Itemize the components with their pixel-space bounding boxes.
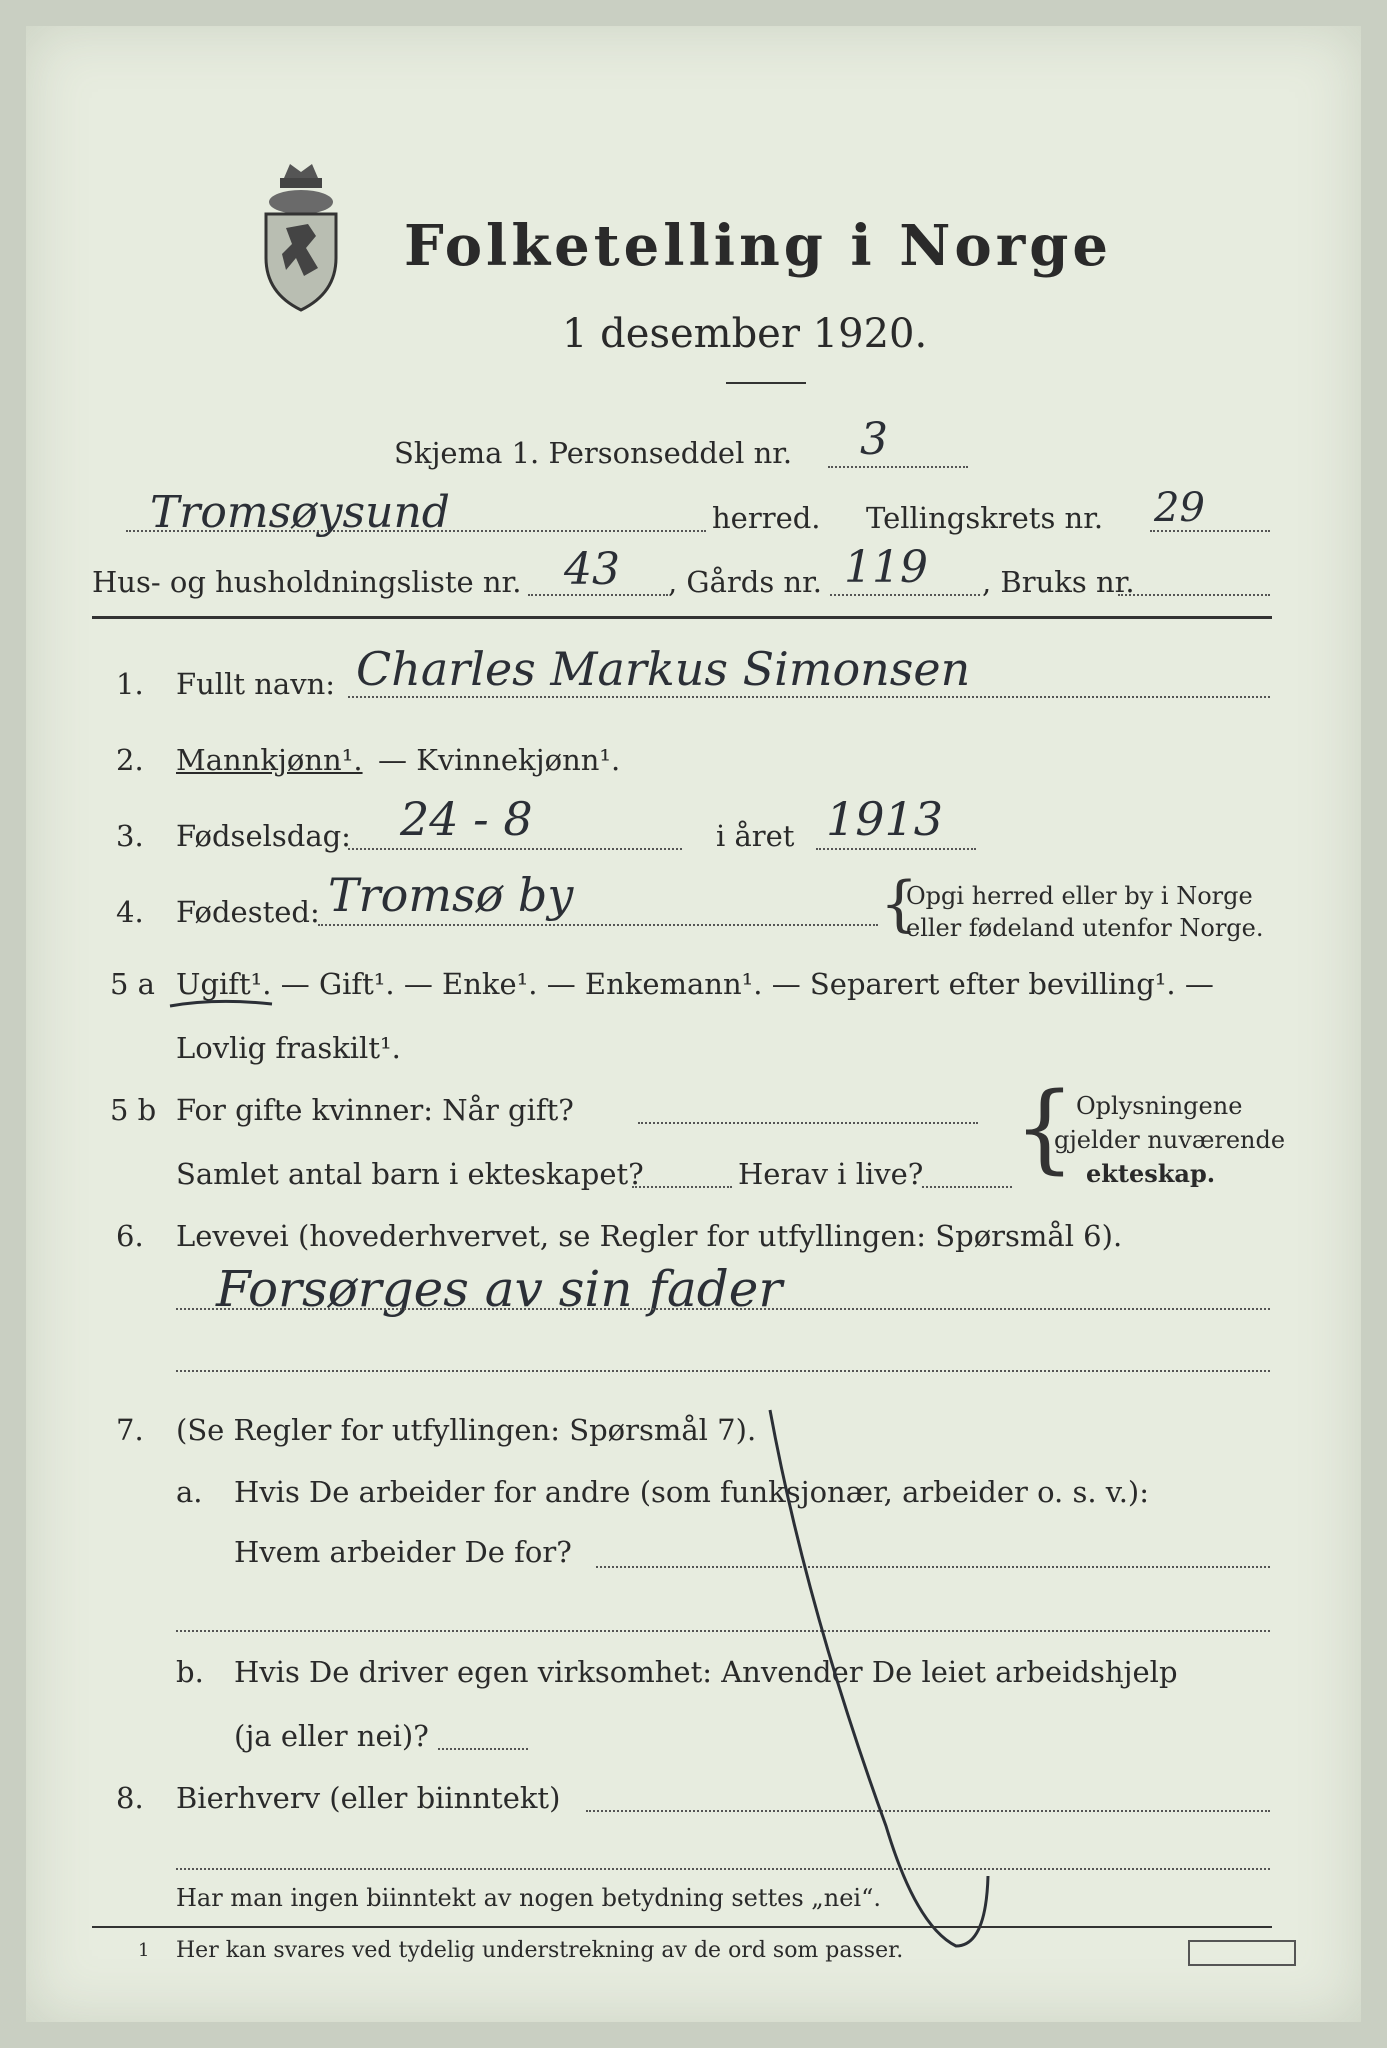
- marriage-note-2: gjelder nuværende: [1054, 1126, 1286, 1154]
- children-alive-label: Herav i live?: [738, 1157, 924, 1191]
- q5b-number: 5 b: [110, 1093, 157, 1127]
- male-option: Mannkjønn¹.: [176, 743, 363, 777]
- census-date: 1 desember 1920.: [562, 311, 928, 357]
- q7b-question: Hvis De driver egen virksomhet: Anvender De leiet arbeidshjelp: [234, 1655, 1178, 1689]
- q7-label: (Se Regler for utfyllingen: Spørsmål 7).: [176, 1413, 757, 1447]
- side-income-note: Har man ingen biinntekt av nogen betydning settes „nei“.: [176, 1884, 881, 1912]
- full-name-value: Charles Markus Simonsen: [356, 642, 971, 696]
- title-divider: [726, 382, 806, 384]
- q5a-number: 5 a: [110, 967, 155, 1001]
- married-when-label: For gifte kvinner: Når gift?: [176, 1093, 574, 1127]
- footnote: Her kan svares ved tydelig understrekning av de ord som passer.: [176, 1938, 904, 1963]
- header-rule: [92, 616, 1272, 619]
- occupation-label: Levevei (hovederhvervet, se Regler for utfyllingen: Spørsmål 6).: [176, 1219, 1123, 1253]
- q6-number: 6.: [116, 1219, 144, 1253]
- birthplace-value: Tromsø by: [328, 868, 574, 922]
- marriage-note-3: ekteskap.: [1086, 1159, 1216, 1188]
- skjema-label: Skjema 1. Personseddel nr.: [394, 436, 793, 470]
- q7a-letter: a.: [176, 1475, 203, 1509]
- coat-of-arms-icon: [246, 158, 356, 318]
- q7-number: 7.: [116, 1413, 144, 1447]
- husliste-label: Hus- og husholdningsliste nr.: [92, 565, 522, 599]
- q4-number: 4.: [116, 895, 144, 929]
- birthplace-note-2: eller fødeland utenfor Norge.: [906, 914, 1264, 942]
- q3-number: 3.: [116, 819, 144, 853]
- side-income-label: Bierhverv (eller biinntekt): [176, 1781, 561, 1815]
- tellingskrets-label: Tellingskrets nr.: [866, 501, 1104, 535]
- full-name-label: Fullt navn:: [176, 667, 336, 701]
- q1-number: 1.: [116, 667, 144, 701]
- footer-rule: [92, 1926, 1272, 1928]
- q7a-question: Hvis De arbeider for andre (som funksjonær, arbeider o. s. v.):: [234, 1475, 1150, 1509]
- printer-stamp: [1188, 1940, 1296, 1966]
- gards-value: 119: [844, 542, 928, 593]
- bruks-label: , Bruks nr.: [982, 565, 1135, 599]
- q7b-letter: b.: [176, 1655, 204, 1689]
- lovlig-fraskilt-option: Lovlig fraskilt¹.: [176, 1031, 401, 1065]
- strike-through-mark: [766, 1406, 1066, 1966]
- q8-number: 8.: [116, 1781, 144, 1815]
- birthplace-label: Fødested:: [176, 895, 320, 929]
- q7b-yes-no-label: (ja eller nei)?: [234, 1719, 429, 1753]
- personseddel-nr-value: 3: [860, 414, 888, 465]
- herred-label: herred.: [712, 501, 821, 535]
- form-title: Folketelling i Norge: [404, 213, 1113, 279]
- birthyear-label: i året: [716, 819, 795, 853]
- children-count-label: Samlet antal barn i ekteskapet?: [176, 1157, 644, 1191]
- ugift-underline-mark: [166, 994, 276, 1014]
- herred-value: Tromsøysund: [150, 487, 450, 538]
- q2-number: 2.: [116, 743, 144, 777]
- gards-label: , Gårds nr.: [668, 565, 822, 599]
- birthplace-note-1: Opgi herred eller by i Norge: [906, 882, 1253, 910]
- occupation-value: Forsørges av sin fader: [216, 1260, 783, 1318]
- birthdate-label: Fødselsdag:: [176, 819, 351, 853]
- marital-status-options: Ugift¹. — Gift¹. — Enke¹. — Enkemann¹. — Separert efter bevilling¹. —: [176, 967, 1214, 1001]
- birthdate-value: 24 - 8: [400, 792, 533, 846]
- birthyear-value: 1913: [826, 792, 944, 846]
- marriage-note-1: Oplysningene: [1076, 1092, 1243, 1120]
- female-option: — Kvinnekjønn¹.: [378, 743, 621, 777]
- tellingskrets-value: 29: [1154, 485, 1205, 531]
- footnote-number: 1: [138, 1940, 150, 1961]
- census-form: Folketelling i Norge 1 desember 1920. Skjema 1. Personseddel nr. 3 Tromsøysund herred. Tellingskrets nr. 29 Hus- og husholdningsliste nr. 43 , Gårds nr. 119 , Bruks nr. 1. Fullt navn: Charles Markus Simonsen 2. Mannkjønn¹. — Kvinnekjønn¹. 3. Fødselsdag: 24 - 8 i året 1913 4. Fødested: Tromsø by { Opgi herred eller by i Norge eller fødeland utenfor Norge. 5 a Ugift¹. — Gift¹. — Enke¹. — Enkemann¹. — Separert efter bevilling¹. — Lovlig fraskilt¹. 5 b For gifte kvinner: Når gift? Samlet antal barn i ekteskapet? Herav i live? { Oplysningene gjelder nuværende ekteskap. 6. Levevei (hovederhvervet, se Regler for utfyllingen: Spørsmål 6). Forsørges av sin fader 7. (Se Regler for utfyllingen: Spørsmål 7). a. Hvis De arbeider for andre (som funksjonær, arbeider o. s. v.): Hvem arbeider De for? b. Hvis De driver egen virksomhet: Anvender De leiet arbeidshjelp (ja eller nei)? 8. Bierhverv (eller biinntekt) Har man ingen biinntekt av nogen betydning settes „nei“. 1 Her kan svares ved tydelig understrekning av de ord som passer.: [26, 26, 1361, 2022]
- husliste-value: 43: [564, 544, 620, 595]
- q7a-employer-label: Hvem arbeider De for?: [234, 1535, 572, 1569]
